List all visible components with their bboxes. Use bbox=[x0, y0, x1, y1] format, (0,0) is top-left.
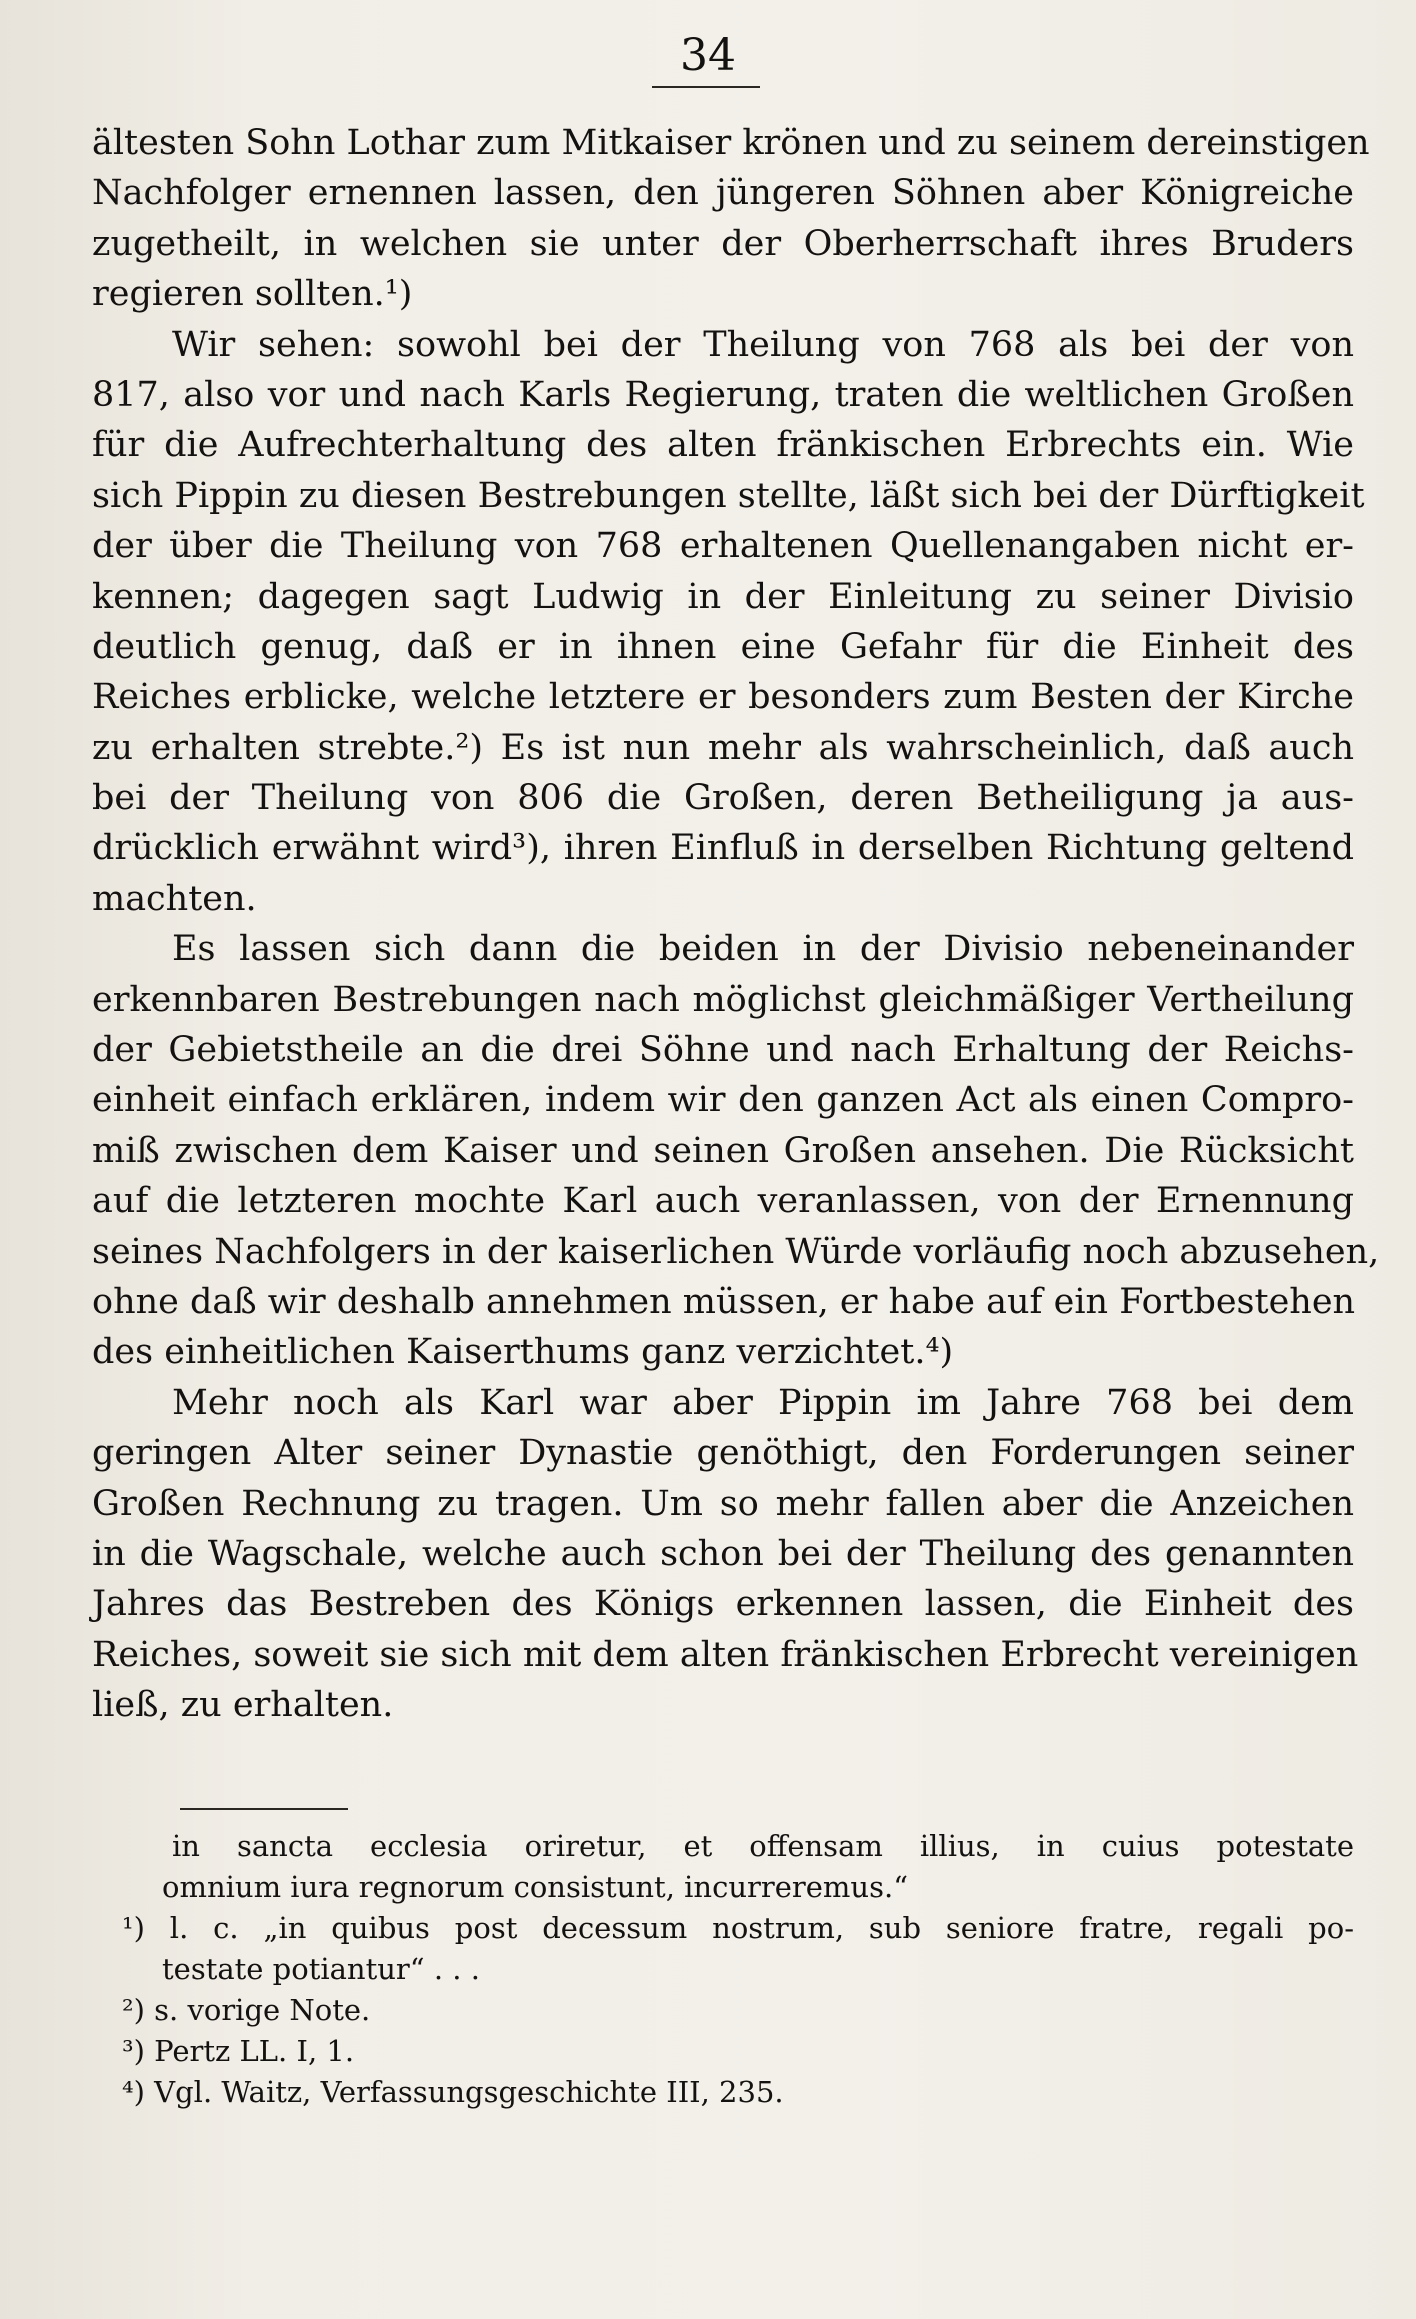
text-line: für die Aufrechterhaltung des alten fränkischen Erbrechts ein. Wie bbox=[92, 425, 1354, 466]
text-line: miß zwischen dem Kaiser und seinen Großen ansehen. Die Rücksicht bbox=[92, 1130, 1354, 1171]
text-line: zugetheilt, in welchen sie unter der Oberherrschaft ihres Bruders bbox=[92, 223, 1354, 264]
text-line: Jahres das Bestreben des Königs erkennen lassen, die Einheit des bbox=[92, 1584, 1354, 1625]
text-line: Reiches erblicke, welche letztere er besonders zum Besten der Kirche bbox=[92, 677, 1354, 718]
page-number: 34 bbox=[680, 30, 736, 81]
text-line: seines Nachfolgers in der kaiserlichen Würde vorläufig noch abzusehen, bbox=[92, 1231, 1380, 1272]
text-line: der über die Theilung von 768 erhaltenen Quellenangaben nicht er- bbox=[92, 526, 1354, 567]
text-line: bei der Theilung von 806 die Großen, deren Betheiligung ja aus- bbox=[92, 778, 1354, 819]
footnote-line: testate potiantur“ . . . bbox=[162, 1952, 480, 1986]
text-line: Reiches, soweit sie sich mit dem alten fränkischen Erbrecht vereinigen bbox=[92, 1634, 1359, 1675]
text-line: auf die letzteren mochte Karl auch veranlassen, von der Ernennung bbox=[92, 1181, 1354, 1222]
footnote-line: in sancta ecclesia oriretur, et offensam illius, in cuius potestate bbox=[172, 1829, 1354, 1863]
footnotes bbox=[92, 1826, 1354, 2113]
text-line: zu erhalten strebte.²) Es ist nun mehr als wahrscheinlich, daß auch bbox=[92, 727, 1354, 768]
footnote-3: ³) Pertz LL. I, 1. bbox=[122, 2034, 355, 2068]
main-text bbox=[92, 118, 1380, 1731]
text-line: in die Wagschale, welche auch schon bei der Theilung des genannten bbox=[92, 1533, 1354, 1574]
footnote-2: ²) s. vorige Note. bbox=[122, 1993, 371, 2027]
text-line: 817, also vor und nach Karls Regierung, traten die weltlichen Großen bbox=[92, 374, 1354, 415]
footnote-4: ⁴) Vgl. Waitz, Verfassungsgeschichte III, 235. bbox=[122, 2075, 784, 2109]
text-line: Nachfolger ernennen lassen, den jüngeren Söhnen aber Königreiche bbox=[92, 173, 1354, 214]
text-line: Großen Rechnung zu tragen. Um so mehr fallen aber die Anzeichen bbox=[92, 1483, 1354, 1524]
footnote-separator bbox=[180, 1808, 348, 1810]
text-line: ließ, zu erhalten. bbox=[92, 1685, 394, 1726]
text-line: geringen Alter seiner Dynastie genöthigt, den Forderungen seiner bbox=[92, 1433, 1354, 1474]
text-line: machten. bbox=[92, 878, 257, 919]
footnote-line: omnium iura regnorum consistunt, incurreremus.“ bbox=[162, 1870, 909, 1904]
text-line: ohne daß wir deshalb annehmen müssen, er habe auf ein Fortbestehen bbox=[92, 1281, 1356, 1322]
text-line: der Gebietstheile an die drei Söhne und nach Erhaltung der Reichs- bbox=[92, 1030, 1354, 1071]
text-line: sich Pippin zu diesen Bestrebungen stellte, läßt sich bei der Dürftigkeit bbox=[92, 475, 1365, 516]
paragraph-start-line: Wir sehen: sowohl bei der Theilung von 768 als bei der von bbox=[172, 324, 1354, 365]
paragraph-start-line: Mehr noch als Karl war aber Pippin im Jahre 768 bei dem bbox=[172, 1382, 1354, 1423]
text-line: ältesten Sohn Lothar zum Mitkaiser krönen und zu seinem dereinstigen bbox=[92, 123, 1370, 163]
text-line: regieren sollten.¹) bbox=[92, 274, 413, 315]
text-line: deutlich genug, daß er in ihnen eine Gefahr für die Einheit des bbox=[92, 626, 1354, 667]
text-line: kennen; dagegen sagt Ludwig in der Einleitung zu seiner Divisio bbox=[92, 576, 1354, 617]
text-line: des einheitlichen Kaiserthums ganz verzichtet.⁴) bbox=[92, 1332, 954, 1373]
paragraph-start-line: Es lassen sich dann die beiden in der Divisio nebeneinander bbox=[172, 929, 1354, 970]
page-number-underline bbox=[652, 86, 760, 88]
text-line: drücklich erwähnt wird³), ihren Einfluß in derselben Richtung geltend bbox=[92, 828, 1354, 869]
text-line: einheit einfach erklären, indem wir den ganzen Act als einen Compro- bbox=[92, 1080, 1354, 1121]
footnote-1: ¹) l. c. „in quibus post decessum nostrum, sub seniore fratre, regali po- bbox=[122, 1911, 1354, 1945]
text-line: erkennbaren Bestrebungen nach möglichst gleichmäßiger Vertheilung bbox=[92, 979, 1354, 1020]
